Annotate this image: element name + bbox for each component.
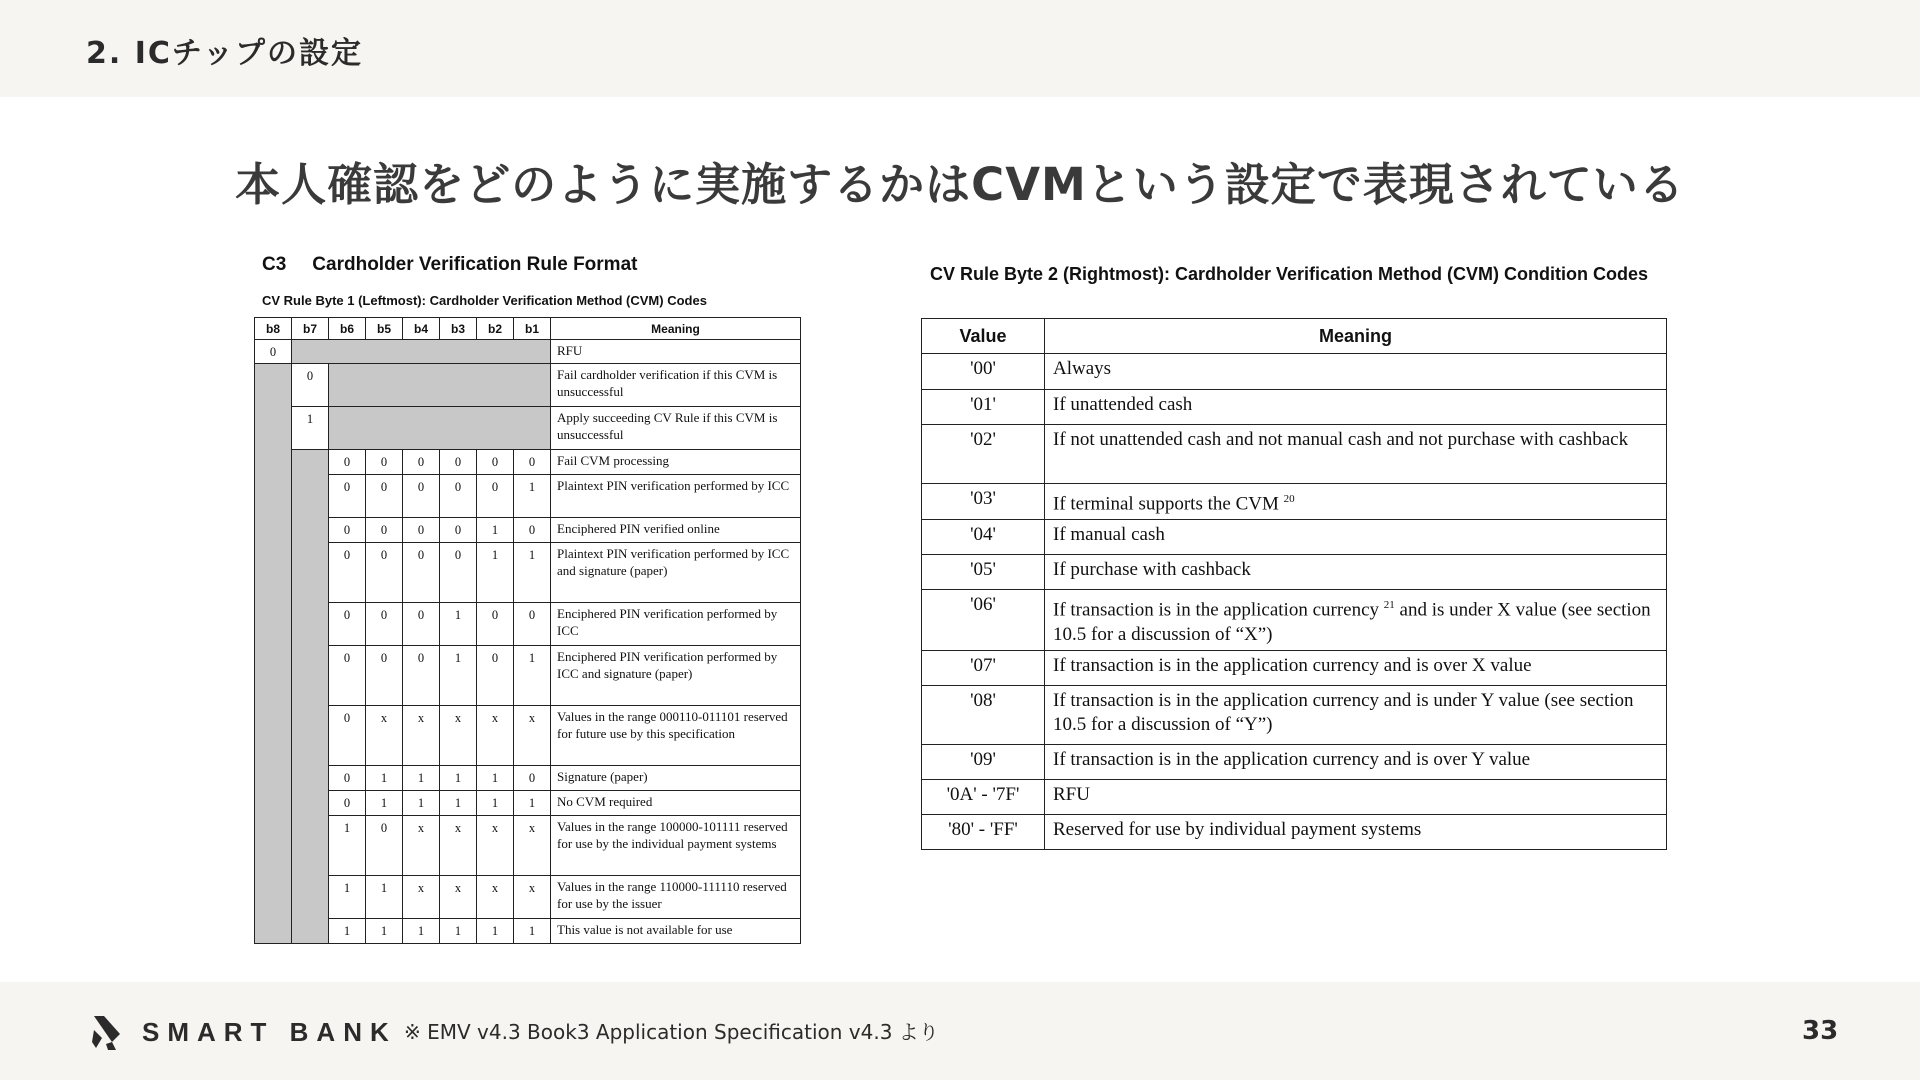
shaded-cell: [255, 364, 292, 944]
bit-cell: x: [477, 706, 514, 766]
bit-cell: 1: [477, 543, 514, 603]
bit-cell: 0: [514, 518, 551, 543]
meaning-cell: Enciphered PIN verification performed by ICC: [551, 603, 801, 646]
meaning-cell: Enciphered PIN verification performed by ICC and signature (paper): [551, 646, 801, 706]
table-row: [922, 425, 1667, 484]
table-row: [255, 407, 801, 450]
table-row: [255, 876, 801, 919]
meaning-cell: Values in the range 110000-111110 reserved for use by the issuer: [551, 876, 801, 919]
bit-cell: 0: [514, 450, 551, 475]
table-row: [255, 518, 801, 543]
logo-wordmark: SMART BANK: [142, 1016, 397, 1047]
value-cell: '07': [922, 650, 1045, 685]
bit-cell: 0: [255, 340, 292, 364]
meaning-cell: Reserved for use by individual payment systems: [1045, 814, 1667, 849]
value-cell: '09': [922, 744, 1045, 779]
bit-cell: x: [403, 706, 440, 766]
value-cell: '01': [922, 390, 1045, 425]
table-row: [922, 650, 1667, 685]
bit-cell: 0: [366, 450, 403, 475]
meaning-cell: This value is not available for use: [551, 919, 801, 944]
table-row: [922, 555, 1667, 590]
bit-cell: 0: [329, 518, 366, 543]
cvm-condition-table: [921, 318, 1667, 850]
shaded-cell: [329, 364, 551, 407]
bit-cell: x: [440, 816, 477, 876]
column-header: b7: [292, 318, 329, 340]
section-title: 2. ICチップの設定: [86, 36, 363, 71]
section-number: C3: [262, 254, 287, 275]
bit-cell: x: [403, 816, 440, 876]
bit-cell: 1: [329, 919, 366, 944]
table-row: [922, 814, 1667, 849]
smartbank-logo: [90, 1012, 397, 1052]
meaning-cell: [1045, 590, 1667, 650]
bit-cell: 1: [514, 543, 551, 603]
bit-cell: x: [514, 876, 551, 919]
column-header: b5: [366, 318, 403, 340]
meaning-cell: If not unattended cash and not manual cash and not purchase with cashback: [1045, 425, 1667, 484]
bit-cell: 1: [403, 791, 440, 816]
bit-cell: 1: [366, 766, 403, 791]
bit-cell: 0: [366, 646, 403, 706]
source-note: ※ EMV v4.3 Book3 Application Specification v4.3 より: [404, 1020, 939, 1044]
meaning-text: If transaction is in the application currency: [1053, 599, 1380, 621]
meaning-cell: If manual cash: [1045, 520, 1667, 555]
table-row: [922, 354, 1667, 390]
bit-cell: 0: [366, 603, 403, 646]
bit-cell: 1: [440, 603, 477, 646]
bit-cell: 0: [477, 450, 514, 475]
value-cell: '0A' - '7F': [922, 779, 1045, 814]
bit-cell: 0: [329, 766, 366, 791]
meaning-cell: If transaction is in the application currency and is under Y value (see section 10.5 for a discussion of “Y”): [1045, 685, 1667, 744]
bit-cell: 0: [403, 646, 440, 706]
bit-cell: 1: [329, 816, 366, 876]
table-row: [922, 779, 1667, 814]
bit-cell: 0: [366, 816, 403, 876]
table-row: [255, 543, 801, 603]
shaded-cell: [292, 450, 329, 944]
bit-cell: 1: [403, 766, 440, 791]
bit-cell: 1: [514, 919, 551, 944]
bit-cell: 1: [366, 876, 403, 919]
meaning-cell: Apply succeeding CV Rule if this CVM is unsuccessful: [551, 407, 801, 450]
footnote-ref: 20: [1283, 493, 1295, 505]
table-row: [255, 603, 801, 646]
column-header: b2: [477, 318, 514, 340]
meaning-text: If terminal supports the CVM: [1053, 493, 1279, 515]
bit-cell: 0: [477, 646, 514, 706]
column-header: Value: [922, 319, 1045, 354]
value-cell: '05': [922, 555, 1045, 590]
cvm-format-heading: [262, 254, 637, 276]
bit-cell: x: [440, 876, 477, 919]
bit-cell: 0: [329, 450, 366, 475]
section-heading-text: Cardholder Verification Rule Format: [312, 254, 638, 275]
value-cell: '08': [922, 685, 1045, 744]
bit-cell: 0: [329, 475, 366, 518]
bit-cell: 1: [366, 791, 403, 816]
column-header: b8: [255, 318, 292, 340]
meaning-cell: Plaintext PIN verification performed by ICC and signature (paper): [551, 543, 801, 603]
table-row: [255, 340, 801, 364]
column-header: b6: [329, 318, 366, 340]
bit-cell: 1: [477, 766, 514, 791]
table-row: [922, 484, 1667, 520]
bit-cell: 0: [440, 518, 477, 543]
meaning-cell: If transaction is in the application currency and is over X value: [1045, 650, 1667, 685]
value-cell: '04': [922, 520, 1045, 555]
table-row: [922, 520, 1667, 555]
bit-cell: x: [403, 876, 440, 919]
meaning-cell: If transaction is in the application currency and is over Y value: [1045, 744, 1667, 779]
bit-cell: 1: [440, 646, 477, 706]
bit-cell: 1: [366, 919, 403, 944]
bit-cell: 0: [514, 603, 551, 646]
meaning-cell: [1045, 484, 1667, 520]
value-cell: '06': [922, 590, 1045, 650]
bit-cell: 0: [329, 543, 366, 603]
bit-cell: 0: [329, 706, 366, 766]
column-header: b1: [514, 318, 551, 340]
bit-cell: 0: [329, 791, 366, 816]
bit-cell: 1: [477, 791, 514, 816]
meaning-cell: Fail CVM processing: [551, 450, 801, 475]
table-row: [922, 685, 1667, 744]
bit-cell: 0: [403, 603, 440, 646]
meaning-cell: Values in the range 000110-011101 reserved for future use by this specification: [551, 706, 801, 766]
bit-cell: 1: [477, 518, 514, 543]
bit-cell: 1: [440, 766, 477, 791]
value-cell: '03': [922, 484, 1045, 520]
table-row: [255, 919, 801, 944]
table-header-row: [922, 319, 1667, 354]
meaning-cell: Enciphered PIN verified online: [551, 518, 801, 543]
table-row: [922, 590, 1667, 650]
bit-cell: 0: [403, 518, 440, 543]
bit-cell: 0: [366, 475, 403, 518]
bit-cell: 0: [329, 646, 366, 706]
byte2-heading: CV Rule Byte 2 (Rightmost): Cardholder Verification Method (CVM) Condition Codes: [930, 264, 1649, 284]
bit-cell: x: [440, 706, 477, 766]
table-row: [922, 744, 1667, 779]
bit-cell: 1: [514, 475, 551, 518]
column-header: Meaning: [551, 318, 801, 340]
meaning-cell: If unattended cash: [1045, 390, 1667, 425]
bit-cell: 1: [440, 919, 477, 944]
value-cell: '02': [922, 425, 1045, 484]
meaning-cell: If purchase with cashback: [1045, 555, 1667, 590]
bit-cell: x: [477, 816, 514, 876]
bit-cell: 0: [403, 450, 440, 475]
bit-cell: 1: [514, 646, 551, 706]
column-header: Meaning: [1045, 319, 1667, 354]
page-number: 33: [1802, 1016, 1839, 1046]
bit-cell: 0: [440, 450, 477, 475]
table-row: [255, 766, 801, 791]
bit-cell: x: [514, 816, 551, 876]
bit-cell: x: [477, 876, 514, 919]
bit-cell: 0: [477, 475, 514, 518]
bit-cell: 0: [366, 543, 403, 603]
bit-cell: x: [366, 706, 403, 766]
meaning-text: and is under X value (see section 10.5 for a discussion of “X”): [1053, 599, 1651, 645]
bit-cell: 0: [292, 364, 329, 407]
bit-cell: 1: [329, 876, 366, 919]
meaning-cell: Fail cardholder verification if this CVM is unsuccessful: [551, 364, 801, 407]
bit-cell: 1: [477, 919, 514, 944]
table-header-row: [255, 318, 801, 340]
bit-cell: 1: [292, 407, 329, 450]
meaning-cell: Values in the range 100000-101111 reserved for use by the individual payment systems: [551, 816, 801, 876]
table-row: [255, 475, 801, 518]
bit-cell: 1: [440, 791, 477, 816]
bit-cell: 1: [403, 919, 440, 944]
bit-cell: 0: [514, 766, 551, 791]
table-row: [255, 791, 801, 816]
cvm-codes-table: [254, 317, 801, 944]
bit-cell: 0: [477, 603, 514, 646]
byte1-subheading: CV Rule Byte 1 (Leftmost): Cardholder Verification Method (CVM) Codes: [262, 293, 707, 308]
column-header: b4: [403, 318, 440, 340]
value-cell: '80' - 'FF': [922, 814, 1045, 849]
column-header: b3: [440, 318, 477, 340]
bit-cell: 0: [440, 475, 477, 518]
table-row: [922, 390, 1667, 425]
table-row: [255, 364, 801, 407]
table-row: [255, 646, 801, 706]
bit-cell: 0: [440, 543, 477, 603]
smartbank-logo-icon: [90, 1012, 124, 1052]
table-row: [255, 816, 801, 876]
meaning-cell: Signature (paper): [551, 766, 801, 791]
bit-cell: x: [514, 706, 551, 766]
meaning-cell: Always: [1045, 354, 1667, 390]
table-row: [255, 450, 801, 475]
bit-cell: 0: [366, 518, 403, 543]
shaded-cell: [329, 407, 551, 450]
shaded-cell: [292, 340, 551, 364]
meaning-cell: Plaintext PIN verification performed by ICC: [551, 475, 801, 518]
value-cell: '00': [922, 354, 1045, 390]
meaning-cell: RFU: [551, 340, 801, 364]
bit-cell: 0: [329, 603, 366, 646]
meaning-cell: No CVM required: [551, 791, 801, 816]
meaning-cell: RFU: [1045, 779, 1667, 814]
bit-cell: 0: [403, 543, 440, 603]
bit-cell: 0: [403, 475, 440, 518]
table-row: [255, 706, 801, 766]
footnote-ref: 21: [1383, 599, 1395, 612]
header-bar: [0, 0, 1920, 97]
bit-cell: 1: [514, 791, 551, 816]
slide-title: 本人確認をどのように実施するかはCVMという設定で表現されている: [235, 158, 1685, 211]
